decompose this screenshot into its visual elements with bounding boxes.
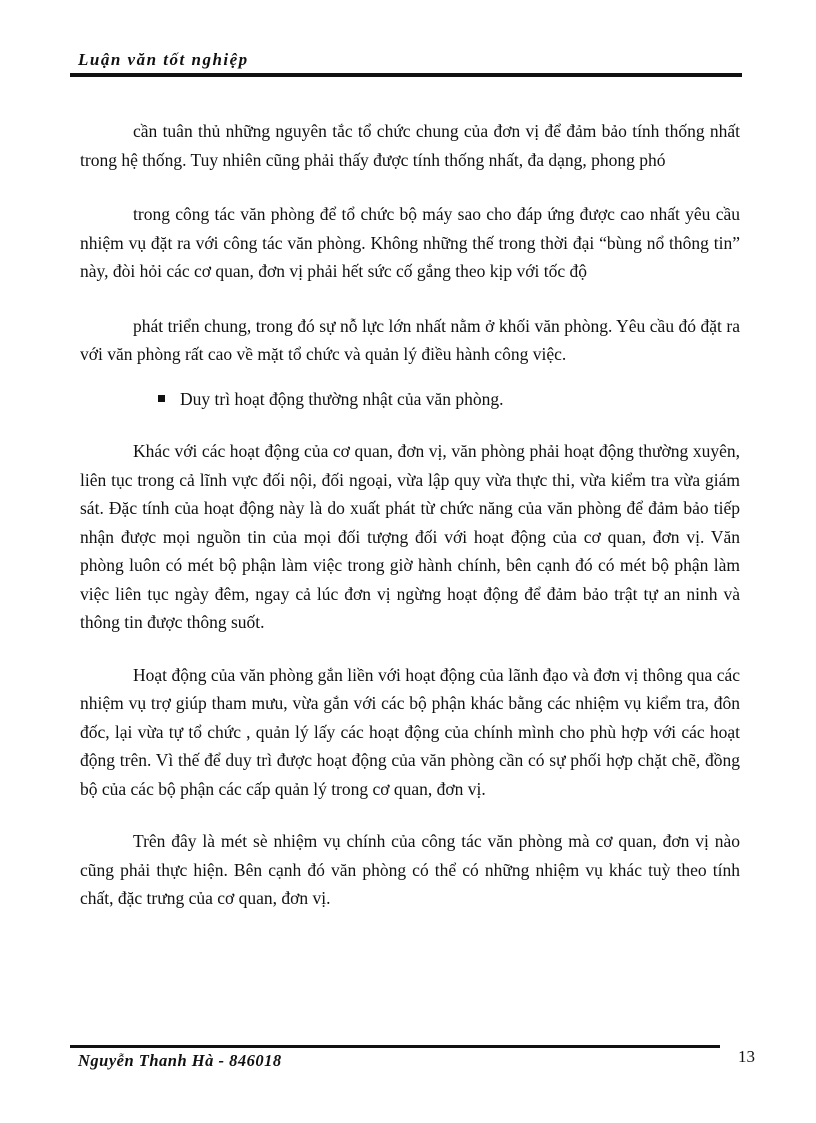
bullet-item (80, 385, 740, 414)
footer-author: Nguyễn Thanh Hà - 846018 (78, 1051, 282, 1070)
square-bullet-icon (158, 395, 165, 402)
paragraph-2: trong công tác văn phòng để tổ chức bộ máy sao cho đáp ứng được cao nhất yêu cầu nhiệm vụ đặt ra với công tác văn phòng. Không những thế trong thời đại “bùng nổ thông tin” này, đòi hỏi các cơ quan, đơn vị phải hết sức cố gắng theo kịp với tốc độ (80, 204, 740, 281)
paragraph-4: Khác với các hoạt động của cơ quan, đơn vị, văn phòng phải hoạt động thường xuyên, liên tục trong cả lĩnh vực đối nội, đối ngoại, vừa lập quy vừa thực thi, vừa kiểm tra vừa giám sát. Đặc tính của hoạt động này là do xuất phát từ chức năng của văn phòng để đảm bảo tiếp nhận được mọi nguồn tin của mọi đối tượng đối với hoạt động của cơ quan, đơn vị. Văn phòng luôn có mét bộ phận làm việc trong giờ hành chính, bên cạnh đó có mét bộ phận làm việc liên tục ngày đêm, ngay cả lúc đơn vị ngừng hoạt động để đảm bảo trật tự an ninh và thông tin được thông suốt. (80, 441, 740, 632)
footer-divider (70, 1045, 720, 1048)
paragraph-3: phát triển chung, trong đó sự nỗ lực lớn nhất nằm ở khối văn phòng. Yêu cầu đó đặt ra với văn phòng rất cao về mặt tổ chức và quản lý điều hành công việc. (80, 315, 740, 364)
paragraph-1: cần tuân thủ những nguyên tắc tổ chức chung của đơn vị để đảm bảo tính thống nhất trong hệ thống. Tuy nhiên cũng phải thấy được tính thống nhất, đa dạng, phong phó (80, 121, 740, 170)
paragraph-6: Trên đây là mét sè nhiệm vụ chính của công tác văn phòng mà cơ quan, đơn vị nào cũng phải thực hiện. Bên cạnh đó văn phòng có thể có những nhiệm vụ khác tuỳ theo tính chất, đặc trưng của cơ quan, đơn vị. (80, 831, 740, 908)
document-body (80, 117, 740, 913)
paragraph-5: Hoạt động của văn phòng gắn liền với hoạt động của lãnh đạo và đơn vị thông qua các nhiệm vụ trợ giúp tham mưu, vừa gắn với các bộ phận khác bằng các nhiệm vụ kiểm tra, đôn đốc, lại vừa tự tổ chức , quản lý lấy các hoạt động của chính mình cho phù hợp với các hoạt động trên. Vì thế để duy trì được hoạt động của văn phòng cần có sự phối hợp chặt chẽ, đồng bộ của các bộ phận các cấp quản lý trong cơ quan, đơn vị. (80, 664, 740, 799)
page-number: 13 (738, 1047, 755, 1066)
header-divider (70, 73, 742, 77)
bullet-item-text: Duy trì hoạt động thường nhật của văn phòng. (180, 388, 504, 409)
running-header-title: Luận văn tốt nghiệp (78, 50, 249, 69)
